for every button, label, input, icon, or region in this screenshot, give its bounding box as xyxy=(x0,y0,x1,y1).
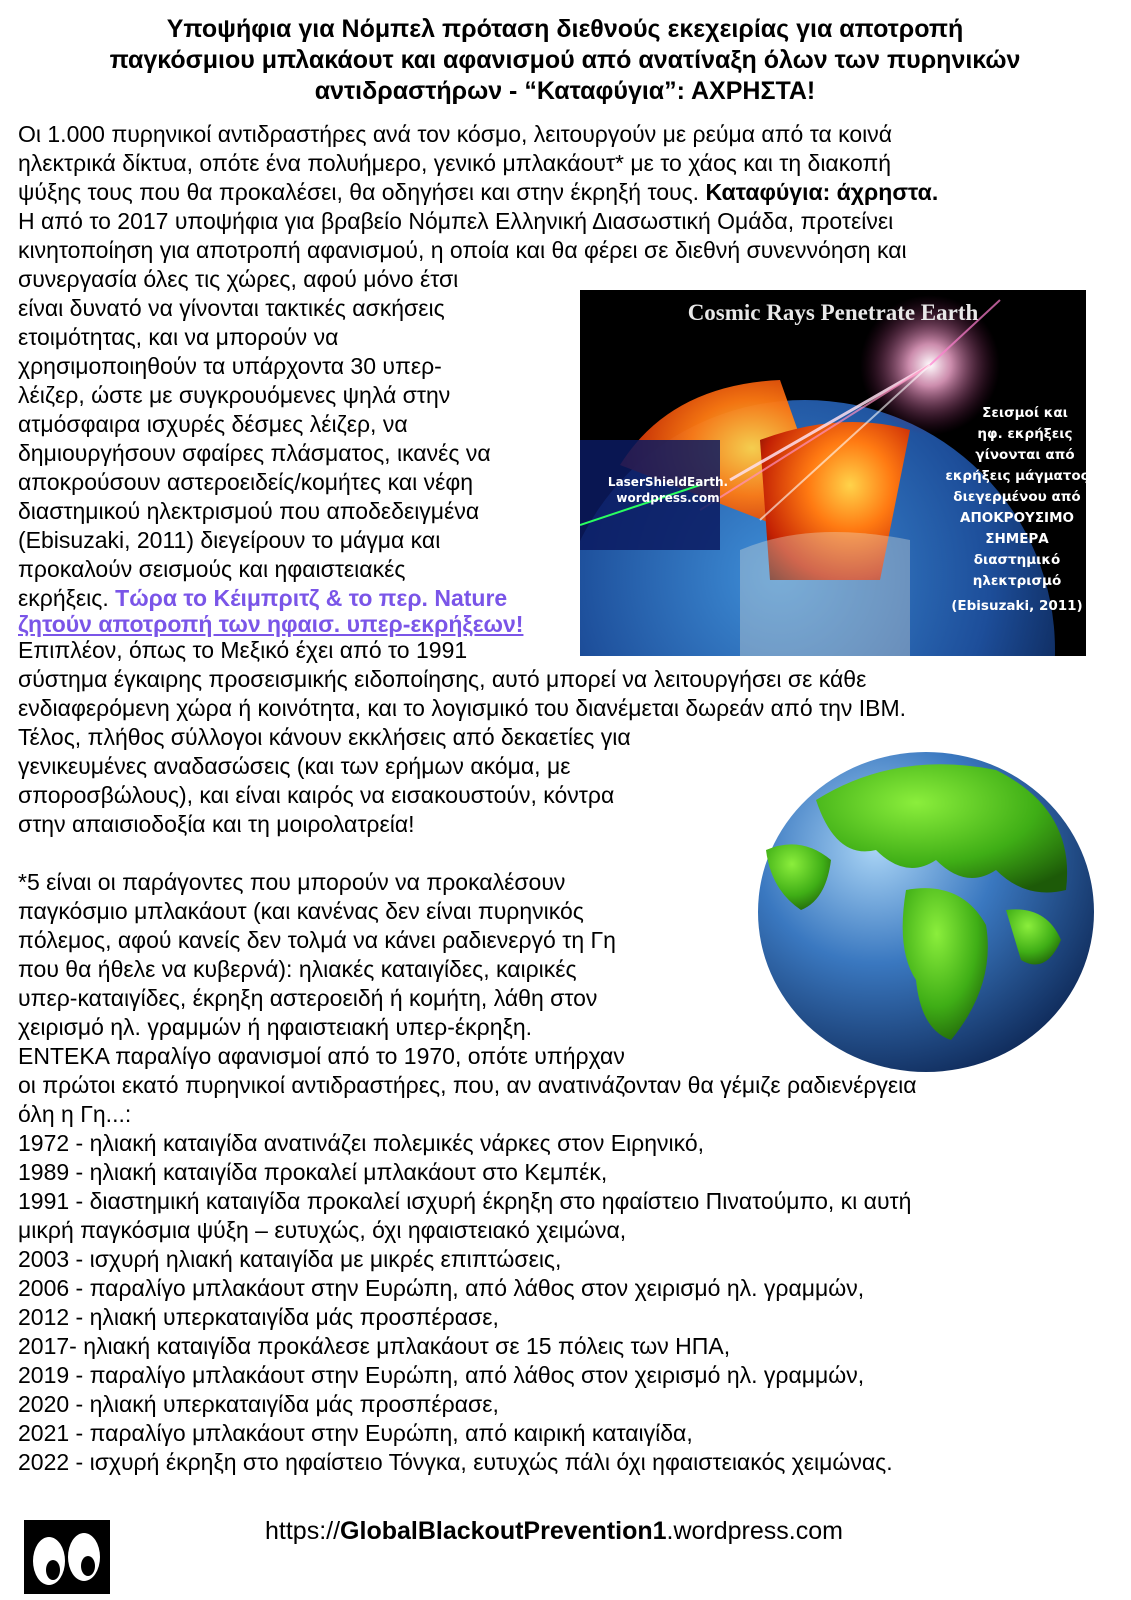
watermark-text: wordpress.com xyxy=(616,491,720,505)
body-line: λέιζερ, ώστε με συγκρουόμενες ψηλά στην xyxy=(18,382,451,408)
image-caption-line: Σεισμοί και xyxy=(982,405,1068,421)
body-line: Οι 1.000 πυρηνικοί αντιδραστήρες ανά τον κόσμο, λειτουργούν με ρεύμα από τα κοινά xyxy=(18,121,893,147)
url-suffix: .wordpress.com xyxy=(666,1517,843,1545)
body-line: συνεργασία όλες τις χώρες, αφού μόνο έτσι xyxy=(18,266,459,292)
image-caption-line: ΣΗΜΕΡΑ xyxy=(985,531,1049,547)
image-caption-line: (Ebisuzaki, 2011) xyxy=(951,598,1083,614)
body-line: στην απαισιοδοξία και τη μοιρολατρεία! xyxy=(18,811,415,837)
timeline-item: 2017- ηλιακή καταιγίδα προκάλεσε μπλακάουτ σε 15 πόλεις των ΗΠΑ, xyxy=(18,1333,731,1359)
footnote-line: πόλεμος, αφού κανείς δεν τολμά να κάνει ραδιενεργό τη Γη xyxy=(18,927,616,953)
image-caption-line: διεγερμένου από xyxy=(953,489,1081,505)
body-line xyxy=(18,178,938,206)
body-line: σποροσβώλους), και είναι καιρός να εισακουστούν, κόντρα xyxy=(18,782,615,808)
body-line xyxy=(18,584,507,612)
body-line: ηλεκτρικά δίκτυα, οπότε ένα πολυήμερο, γενικό μπλακάουτ* με το χάος και τη διακοπή xyxy=(18,150,892,176)
image-caption-line: ηλεκτρισμό xyxy=(972,573,1062,589)
image-caption-line: ΑΠΟΚΡΟΥΣΙΜΟ xyxy=(960,510,1074,526)
body-line: γενικευμένες αναδασώσεις (και των ερήμων ακόμα, με xyxy=(18,753,571,779)
timeline-item: 2020 - ηλιακή υπερκαταιγίδα μάς προσπέρασε, xyxy=(18,1391,499,1417)
title-line: παγκόσμιου μπλακάουτ και αφανισμού από ανατίναξη όλων των πυρηνικών xyxy=(109,46,1021,74)
footnote-line: παγκόσμιο μπλακάουτ (και κανένας δεν είναι πυρηνικός xyxy=(18,898,584,924)
body-text: ψύξης τους που θα προκαλέσει, θα οδηγήσει και στην έκρηξή τους. xyxy=(18,179,700,205)
timeline-item: 1989 - ηλιακή καταιγίδα προκαλεί μπλακάουτ στο Κεμπέκ, xyxy=(18,1159,608,1185)
timeline-item: 2021 - παραλίγο μπλακάουτ στην Ευρώπη, από καιρική καταιγίδα, xyxy=(18,1420,693,1446)
title-line: Υποψήφια για Νόμπελ πρόταση διεθνούς εκεχειρίας για αποτροπή xyxy=(166,15,964,43)
body-line: Τέλος, πλήθος σύλλογοι κάνουν εκκλήσεις από δεκαετίες για xyxy=(18,724,631,750)
body-line: διαστημικού ηλεκτρισμού που αποδεδειγμένα xyxy=(18,498,480,524)
green-earth-image xyxy=(746,740,1106,1080)
body-line: κινητοποίηση για αποτροπή αφανισμού, η οποία και θα φέρει σε διεθνή συνεννόηση και xyxy=(18,237,907,263)
body-text: εκρήξεις. xyxy=(18,585,109,611)
body-line: ενδιαφερόμενη χώρα ή κοινότητα, και το λογισμικό του διανέμεται δωρεάν από την IBM. xyxy=(18,695,907,721)
footnote-line: που θα ήθελε να κυβερνά): ηλιακές καταιγίδες, καιρικές xyxy=(18,956,577,982)
highlight-text: ζητούν αποτροπή των ηφαισ. υπερ-εκρήξεων! xyxy=(18,611,524,637)
url-prefix: https:// xyxy=(265,1517,341,1545)
body-line: Η από το 2017 υποψήφια για βραβείο Νόμπελ Ελληνική Διασωστική Ομάδα, προτείνει xyxy=(18,208,894,234)
timeline-item: 2022 - ισχυρή έκρηξη στο ηφαίστειο Τόνγκα, ευτυχώς πάλι όχι ηφαιστειακός χειμώνας. xyxy=(18,1449,893,1475)
cosmic-image-title: Cosmic Rays Penetrate Earth xyxy=(687,300,979,325)
timeline-item: 1991 - διαστημική καταιγίδα προκαλεί ισχυρή έκρηξη στο ηφαίστειο Πινατούμπο, κι αυτή xyxy=(18,1188,912,1214)
timeline-item: 2012 - ηλιακή υπερκαταιγίδα μάς προσπέρασε, xyxy=(18,1304,499,1330)
footnote-line: όλη η Γη...: xyxy=(18,1101,132,1127)
body-line: (Ebisuzaki, 2011) διεγείρουν το μάγμα και xyxy=(18,527,441,553)
body-line: Επιπλέον, όπως το Μεξικό έχει από το 1991 xyxy=(18,637,468,663)
body-line: χρησιμοποιηθούν τα υπάρχοντα 30 υπερ- xyxy=(18,353,442,379)
website-url[interactable] xyxy=(265,1516,843,1546)
body-line: σύστημα έγκαιρης προσεισμικής ειδοποίησης, αυτό μπορεί να λειτουργήσει σε κάθε xyxy=(18,666,867,692)
image-caption-line: διαστημικό xyxy=(973,552,1061,568)
shelters-useless-text: Καταφύγια: άχρηστα. xyxy=(705,179,939,205)
url-domain: GlobalBlackoutPrevention1 xyxy=(340,1517,667,1545)
title-line: αντιδραστήρων - “Καταφύγια”: ΑΧΡΗΣΤΑ! xyxy=(314,77,816,105)
cosmic-rays-image xyxy=(580,290,1086,656)
body-line: προκαλούν σεισμούς και ηφαιστειακές xyxy=(18,556,406,582)
image-caption-line: γίνονται από xyxy=(975,447,1075,463)
timeline-item: 2003 - ισχυρή ηλιακή καταιγίδα με μικρές επιπτώσεις, xyxy=(18,1246,562,1272)
body-line: είναι δυνατό να γίνονται τακτικές ασκήσεις xyxy=(18,295,445,321)
body-line: δημιουργήσουν σφαίρες πλάσματος, ικανές να xyxy=(18,440,491,466)
timeline-item: 2019 - παραλίγο μπλακάουτ στην Ευρώπη, από λάθος στον χειρισμό ηλ. γραμμών, xyxy=(18,1362,865,1388)
highlight-text: Τώρα το Κέιμπριτζ & το περ. Nature xyxy=(115,585,508,611)
cartoon-eyes-icon xyxy=(24,1520,110,1594)
timeline-item: 2006 - παραλίγο μπλακάουτ στην Ευρώπη, από λάθος στον χειρισμό ηλ. γραμμών, xyxy=(18,1275,865,1301)
timeline-item: μικρή παγκόσμια ψύξη – ευτυχώς, όχι ηφαιστειακό χειμώνα, xyxy=(18,1217,627,1243)
page-title xyxy=(40,14,1090,107)
watermark-text: LaserShieldEarth. xyxy=(607,475,729,489)
footnote-line: χειρισμό ηλ. γραμμών ή ηφαιστειακή υπερ-έκρηξη. xyxy=(18,1014,533,1040)
timeline-item: 1972 - ηλιακή καταιγίδα ανατινάζει πολεμικές νάρκες στον Ειρηνικό, xyxy=(18,1130,705,1156)
footnote-line: υπερ-καταιγίδες, έκρηξη αστεροειδή ή κομήτη, λάθη στον xyxy=(18,985,598,1011)
footnote-line: οι πρώτοι εκατό πυρηνικοί αντιδραστήρες, που, αν ανατινάζονταν θα γέμιζε ραδιενέργεια xyxy=(18,1072,917,1098)
image-caption-line: εκρήξεις μάγματος xyxy=(945,468,1086,484)
image-caption-line: ηφ. εκρήξεις xyxy=(977,426,1073,442)
body-line: ετοιμότητας, και να μπορούν να xyxy=(18,324,339,350)
footnote-line: ΕΝΤΕΚΑ παραλίγο αφανισμοί από το 1970, οπότε υπήρχαν xyxy=(18,1043,625,1069)
body-line: ατμόσφαιρα ισχυρές δέσμες λέιζερ, να xyxy=(18,411,408,437)
body-line: αποκρούσουν αστεροειδείς/κομήτες και νέφη xyxy=(18,469,474,495)
footnote-line: *5 είναι οι παράγοντες που μπορούν να προκαλέσουν xyxy=(18,869,566,895)
